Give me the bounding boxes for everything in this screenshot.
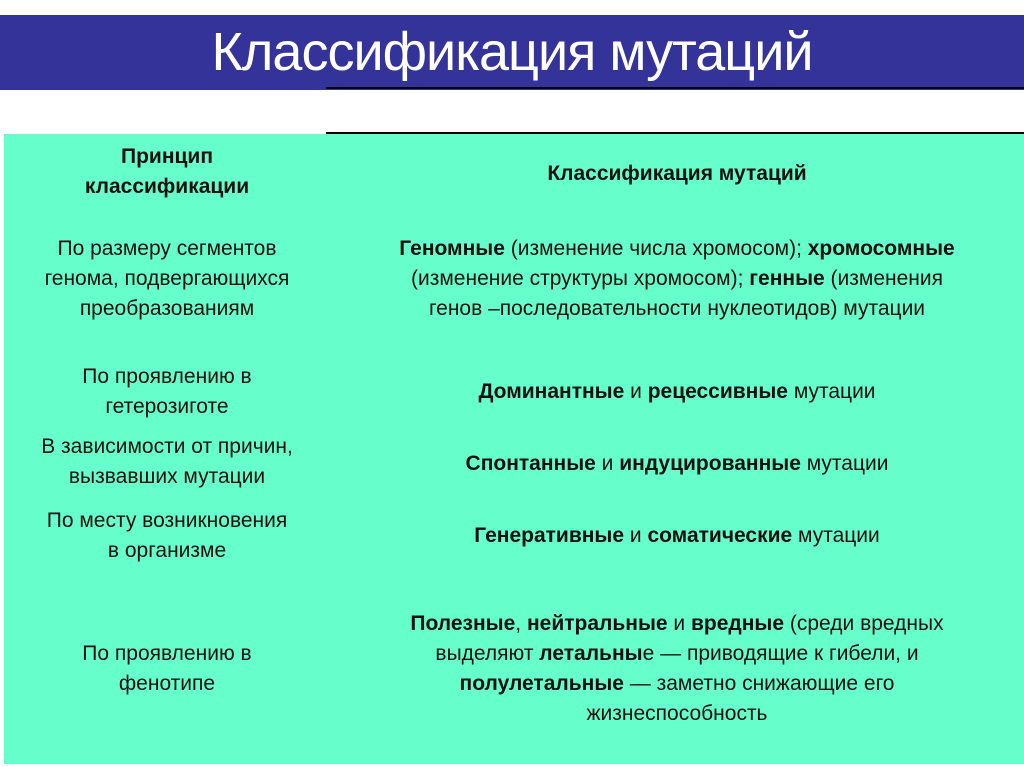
text-segment: мутации xyxy=(787,380,876,403)
row-principle xyxy=(4,506,330,566)
principle-line: По проявлению в xyxy=(82,642,252,665)
text-segment: , xyxy=(515,612,527,635)
text-segment: и xyxy=(624,380,648,403)
principle-line: гетерозиготе xyxy=(105,395,229,418)
row-classification xyxy=(330,521,1024,551)
text-segment: е — приводящие к гибели, и xyxy=(642,642,919,665)
classification-line xyxy=(330,639,1024,669)
text-segment: (изменение числа хромосом); xyxy=(504,237,808,260)
classification-line xyxy=(330,377,1024,407)
text-segment: жизнеспособность xyxy=(586,702,768,725)
bold-term: летальны xyxy=(539,642,643,665)
slide-title: Классификация мутаций xyxy=(211,22,813,82)
row-classification xyxy=(330,449,1024,479)
bold-term: соматические xyxy=(647,524,793,547)
classification-line xyxy=(330,669,1024,699)
header-principle xyxy=(4,142,330,202)
row-principle xyxy=(4,362,330,422)
text-segment: выделяют xyxy=(435,642,540,665)
principle-line: вызвавших мутации xyxy=(68,465,266,488)
principle-line: в организме xyxy=(107,539,227,562)
principle-line: В зависимости от причин, xyxy=(41,435,293,458)
principle-line: По месту возникновения xyxy=(46,509,288,532)
header-principle-line: Принцип xyxy=(120,145,214,168)
text-segment: — заметно снижающие его xyxy=(623,672,895,695)
row-principle xyxy=(4,234,330,324)
row-classification xyxy=(330,377,1024,407)
row-classification xyxy=(330,609,1024,729)
bold-term: Полезные xyxy=(410,612,516,635)
text-segment: (изменение структуры хромосом); xyxy=(411,267,750,290)
principle-line: преобразованиям xyxy=(79,297,255,320)
bold-term: полулетальные xyxy=(459,672,624,695)
text-segment: генов –последовательности нуклеотидов) мутации xyxy=(428,297,926,320)
text-segment: (среди вредных xyxy=(784,612,944,635)
bold-term: рецессивные xyxy=(647,380,788,403)
principle-line: По размеру сегментов xyxy=(57,237,277,260)
row-principle xyxy=(4,432,330,492)
classification-line xyxy=(330,294,1024,324)
bold-term: Генеративные xyxy=(474,524,625,547)
header-classification: Классификация мутаций xyxy=(547,162,807,185)
classification-line xyxy=(330,699,1024,729)
bold-term: Спонтанные xyxy=(465,452,596,475)
classification-table xyxy=(4,134,1024,764)
text-segment: и xyxy=(595,452,620,475)
principle-line: генома, подвергающихся xyxy=(44,267,290,290)
text-segment: мутации xyxy=(792,524,880,547)
classification-line xyxy=(330,264,1024,294)
classification-line xyxy=(330,609,1024,639)
text-segment: и xyxy=(624,524,648,547)
principle-line: фенотипе xyxy=(118,672,216,695)
text-segment: (изменения xyxy=(824,267,943,290)
bold-term: хромосомные xyxy=(807,237,955,260)
header-principle-line: классификации xyxy=(84,175,250,198)
row-principle xyxy=(4,639,330,699)
principle-line: По проявлению в xyxy=(82,365,252,388)
bold-term: индуцированные xyxy=(619,452,801,475)
classification-line xyxy=(330,234,1024,264)
classification-line xyxy=(330,521,1024,551)
bold-term: Геномные xyxy=(399,237,505,260)
classification-line xyxy=(330,449,1024,479)
bold-term: нейтральные xyxy=(526,612,668,635)
bold-term: вредные xyxy=(691,612,785,635)
row-classification xyxy=(330,234,1024,324)
text-segment: и xyxy=(667,612,691,635)
header-divider xyxy=(326,87,1024,89)
text-segment: мутации xyxy=(800,452,889,475)
bold-term: генные xyxy=(749,267,825,290)
bold-term: Доминантные xyxy=(478,380,625,403)
